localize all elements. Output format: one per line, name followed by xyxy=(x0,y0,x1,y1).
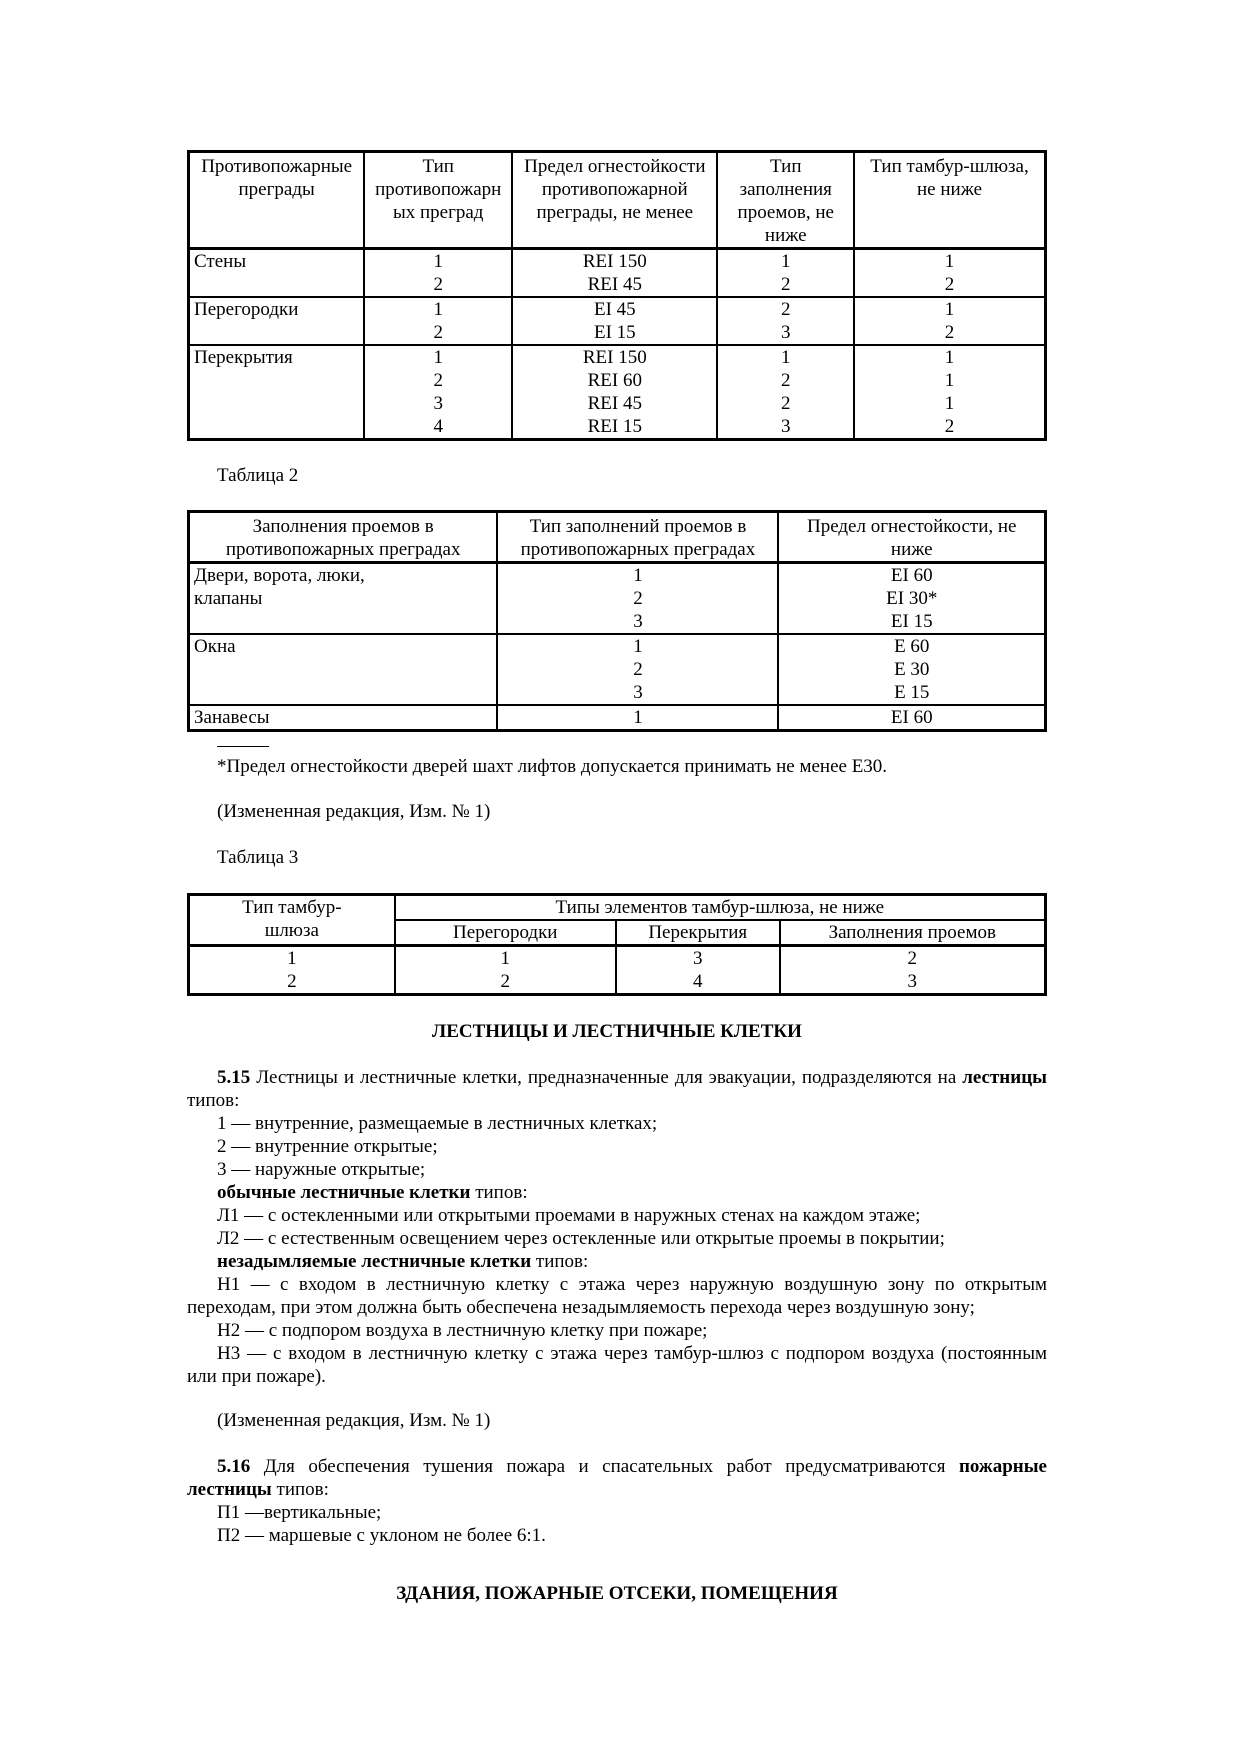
limit-cell: E 60 E 30 E 15 xyxy=(778,634,1045,705)
type-cell: 1 2 3 xyxy=(497,563,778,635)
table-row xyxy=(189,297,1046,345)
header-cell: Предел огнестойкости, не ниже xyxy=(778,512,1045,563)
lock-cell: 1 1 1 2 xyxy=(854,345,1045,440)
airlock-elements-table xyxy=(187,893,1047,996)
list-item: Н2 — с подпором воздуха в лестничную клетку при пожаре; xyxy=(217,1320,708,1341)
revision-note: (Измененная редакция, Изм. № 1) xyxy=(217,801,491,822)
footnote: *Предел огнестойкости дверей шахт лифтов допускается принимать не менее Е30. xyxy=(217,756,888,777)
cell: 3 4 xyxy=(616,946,780,995)
clause-5-16 xyxy=(187,1455,1047,1547)
list-subheading: обычные лестничные клетки типов: xyxy=(217,1182,528,1203)
limit-cell: REI 150 REI 45 xyxy=(512,249,717,298)
header-cell: Противопожарные преграды xyxy=(189,152,365,249)
list-item: 2 — внутренние открытые; xyxy=(217,1136,438,1157)
list-item: Н3 — с входом в лестничную клетку с этажа через тамбур-шлюз с подпором воздуха (постоянным или при пожаре). xyxy=(187,1343,1047,1387)
type-cell: 1 2 xyxy=(364,297,512,345)
fill-cell: 1 2 2 3 xyxy=(717,345,854,440)
table-row xyxy=(189,563,1046,635)
table2-caption: Таблица 2 xyxy=(217,465,299,486)
list-subheading: незадымляемые лестничные клетки типов: xyxy=(217,1251,589,1272)
header-cell: Тип заполнения проемов, не ниже xyxy=(717,152,854,249)
footnote-rule xyxy=(217,746,269,747)
cell: 1 2 xyxy=(395,946,616,995)
list-item: 3 — наружные открытые; xyxy=(217,1159,426,1180)
type-cell: 1 2 xyxy=(364,249,512,298)
barrier-name-cell: Стены xyxy=(189,249,365,298)
fill-name-cell: Занавесы xyxy=(189,705,498,731)
table-row xyxy=(189,634,1046,705)
group-header-cell: Типы элементов тамбур-шлюза, не ниже xyxy=(395,895,1046,921)
type-cell: 1 2 3 xyxy=(497,634,778,705)
limit-cell: REI 150 REI 60 REI 45 REI 15 xyxy=(512,345,717,440)
barrier-name-cell: Перегородки xyxy=(189,297,365,345)
type-cell: 1 xyxy=(497,705,778,731)
table-header-row xyxy=(189,512,1046,563)
fill-name-cell: Двери, ворота, люки, клапаны xyxy=(189,563,498,635)
fill-cell: 1 2 xyxy=(717,249,854,298)
section-heading: ЛЕСТНИЦЫ И ЛЕСТНИЧНЫЕ КЛЕТКИ xyxy=(432,1021,802,1042)
header-cell: Заполнения проемов в противопожарных преградах xyxy=(189,512,498,563)
table-header-row xyxy=(189,895,1046,921)
revision-note: (Измененная редакция, Изм. № 1) xyxy=(217,1410,491,1431)
fire-barriers-table xyxy=(187,150,1047,441)
barrier-name-cell: Перекрытия xyxy=(189,345,365,440)
lock-cell: 1 2 xyxy=(854,297,1045,345)
header-cell: Перекрытия xyxy=(616,920,780,946)
list-item: П2 — маршевые с уклоном не более 6:1. xyxy=(217,1525,546,1546)
limit-cell: EI 60 xyxy=(778,705,1045,731)
header-cell: Перегородки xyxy=(395,920,616,946)
header-cell: Тип заполнений проемов в противопожарных преградах xyxy=(497,512,778,563)
type-cell: 1 2 3 4 xyxy=(364,345,512,440)
lock-cell: 1 2 xyxy=(854,249,1045,298)
fill-cell: 2 3 xyxy=(717,297,854,345)
header-cell: Тип противопожарн ых преград xyxy=(364,152,512,249)
limit-cell: EI 60 EI 30* EI 15 xyxy=(778,563,1045,635)
opening-fills-table xyxy=(187,510,1047,732)
clause-5-16-intro: 5.16 Для обеспечения тушения пожара и спасательных работ предусматриваются пожарные лестницы типов: xyxy=(187,1456,1047,1500)
header-cell: Тип тамбур- шлюза xyxy=(189,895,395,946)
list-item: Л2 — с естественным освещением через остекленные или открытые проемы в покрытии; xyxy=(217,1228,945,1249)
header-cell: Тип тамбур-шлюза, не ниже xyxy=(854,152,1045,249)
table-row xyxy=(189,705,1046,731)
list-item: 1 — внутренние, размещаемые в лестничных клетках; xyxy=(217,1113,658,1134)
table3-caption: Таблица 3 xyxy=(217,847,299,868)
list-item: Н1 — с входом в лестничную клетку с этажа через наружную воздушную зону по открытым переходам, при этом должна быть обеспечена незадымляемость перехода через воздушную зону; xyxy=(187,1274,1047,1318)
section-heading: ЗДАНИЯ, ПОЖАРНЫЕ ОТСЕКИ, ПОМЕЩЕНИЯ xyxy=(396,1583,838,1604)
clause-5-15 xyxy=(187,1066,1047,1388)
cell: 1 2 xyxy=(189,946,395,995)
list-item: П1 —вертикальные; xyxy=(217,1502,382,1523)
header-cell: Заполнения проемов xyxy=(780,920,1046,946)
list-item: Л1 — с остекленными или открытыми проемами в наружных стенах на каждом этаже; xyxy=(217,1205,921,1226)
table-row xyxy=(189,345,1046,440)
header-cell: Предел огнестойкости противопожарной преграды, не менее xyxy=(512,152,717,249)
table-row xyxy=(189,946,1046,995)
cell: 2 3 xyxy=(780,946,1046,995)
clause-5-15-intro: 5.15 Лестницы и лестничные клетки, предназначенные для эвакуации, подразделяются на лестницы типов: xyxy=(187,1067,1047,1111)
fill-name-cell: Окна xyxy=(189,634,498,705)
table-header-row xyxy=(189,152,1046,249)
limit-cell: EI 45 EI 15 xyxy=(512,297,717,345)
table-row xyxy=(189,249,1046,298)
